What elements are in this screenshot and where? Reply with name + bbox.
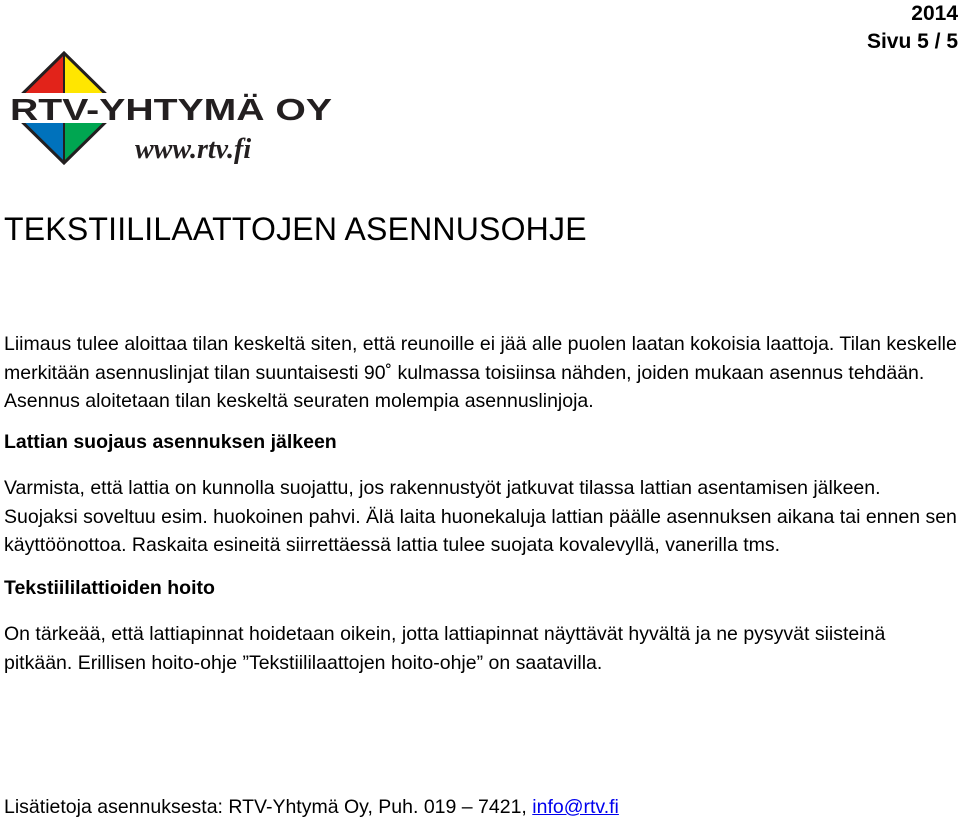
care-paragraph: On tärkeää, että lattiapinnat hoidetaan oikein, jotta lattiapinnat näyttävät hyvältä ja ne pysyvät siisteinä pitkään. Erillisen hoito-ohje ”Tekstiililaattojen hoito-ohje” on saatavilla. [4, 623, 886, 674]
contact-footer [4, 793, 619, 821]
company-logo [0, 50, 340, 172]
contact-text: Lisätietoja asennuksesta: RTV-Yhtymä Oy, Puh. 019 – 7421, [4, 796, 533, 818]
care-heading: Tekstiililattioiden hoito [4, 576, 215, 599]
logo-website: www.rtv.fi [135, 134, 252, 165]
protection-heading: Lattian suojaus asennuksen jälkeen [4, 430, 337, 453]
document-title: TEKSTIILILAATTOJEN ASENNUSOHJE [4, 211, 587, 247]
year-label: 2014 [911, 2, 958, 25]
protection-paragraph: Varmista, että lattia on kunnolla suojattu, jos rakennustyöt jatkuvat tilassa lattian asentamisen jälkeen. Suojaksi soveltuu esim. huokoinen pahvi. Älä laita huonekaluja lattian päälle asennuksen aikana tai ennen sen käyttöönottoa. Raskaita esineitä siirrettäessä lattia tulee suojata kovalevyllä, vanerilla tms. [4, 477, 957, 556]
logo-company-name: RTV-YHTYMÄ OY [10, 92, 333, 127]
intro-paragraph: Liimaus tulee aloittaa tilan keskeltä siten, että reunoille ei jää alle puolen laatan kokoisia laattoja. Tilan keskelle merkitään asennuslinjat tilan suuntaisesti 90˚ kulmassa toisiinsa nähden, joiden mukaan asennus tehdään. Asennus aloitetaan tilan keskeltä seuraten molempia asennuslinjoja. [4, 333, 957, 412]
document-body [4, 330, 958, 677]
page-header [867, 0, 958, 56]
page-number: Sivu 5 / 5 [866, 30, 958, 53]
rtv-logo-graphic [0, 50, 340, 172]
email-link[interactable]: info@rtv.fi [532, 796, 619, 818]
